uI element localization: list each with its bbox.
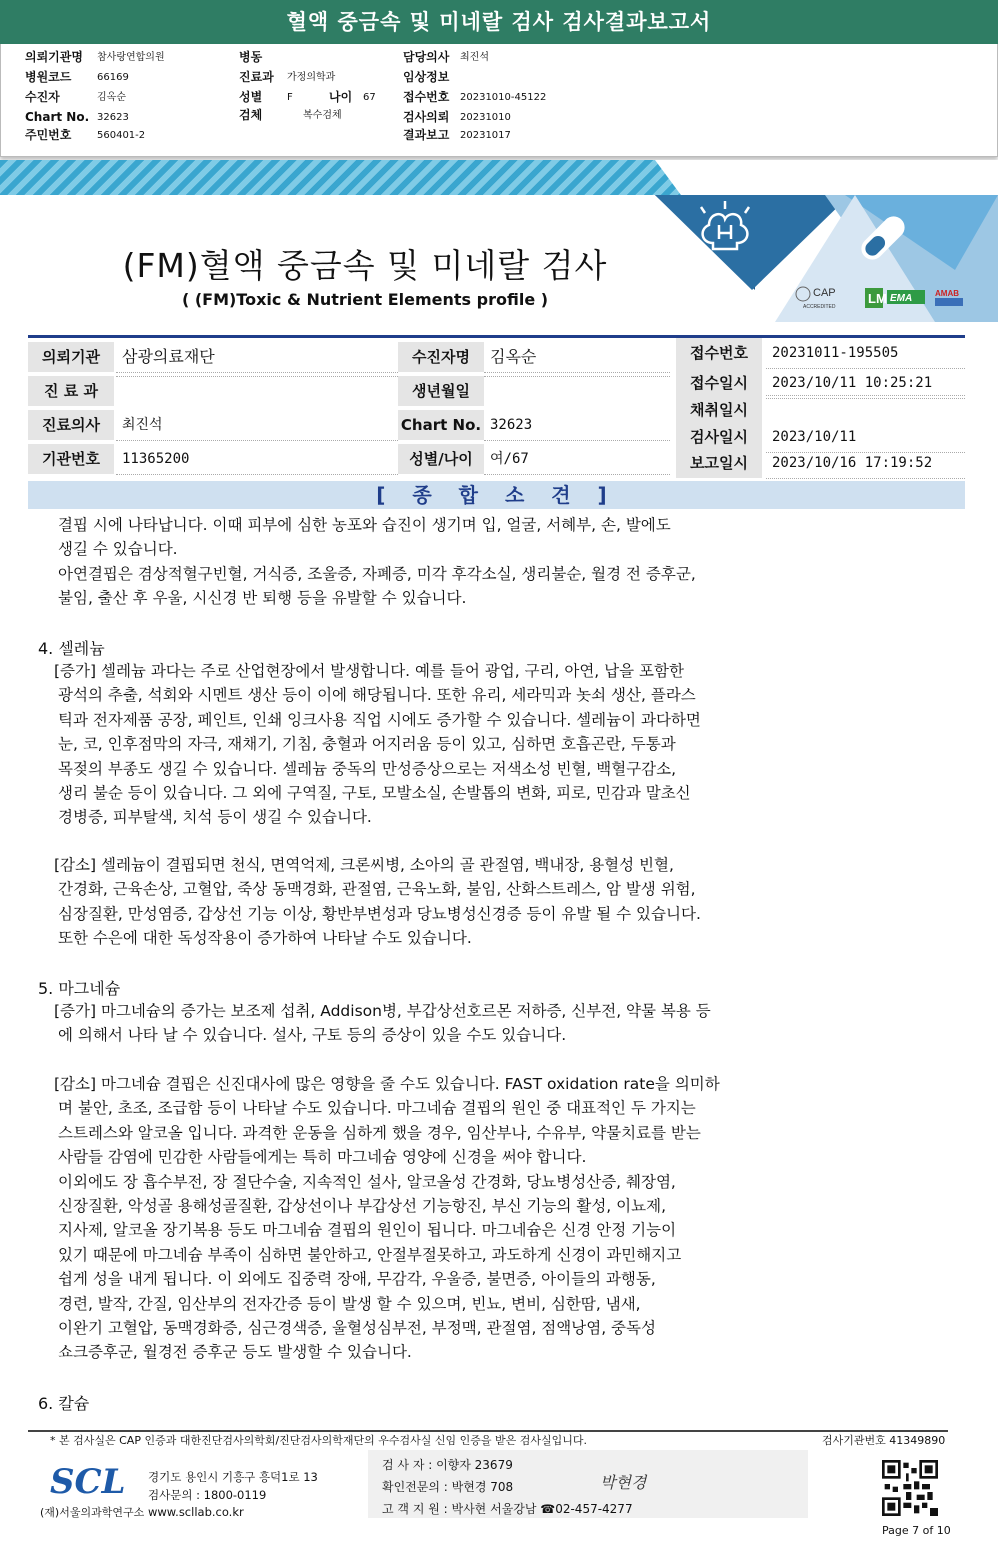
- text-line: 결핍 시에 나타납니다. 이때 피부에 심한 농포와 습진이 생기며 입, 얼굴, 서혜부, 손, 발에도: [58, 516, 671, 534]
- info-age-value: 67: [363, 92, 376, 103]
- text-line: 이외에도 장 흡수부전, 장 절단수술, 지속적인 설사, 알코올성 간경화, 당뇨병성산증, 췌장염,: [58, 1172, 676, 1191]
- text-line: 광석의 추출, 석회와 시멘트 생산 등이 이에 해당됩니다. 또한 유리, 세라믹과 놋쇠 생산, 플라스: [58, 686, 696, 705]
- customer-support: 고 객 지 원 : 박사현 서울강남 ☎02-457-4277: [382, 1502, 633, 1516]
- value-doctor: 최진석: [116, 410, 400, 441]
- text-line: 심장질환, 만성염증, 갑상선 기능 이상, 황반부변성과 당뇨병성신경증 등이 유발 될 수 있습니다.: [58, 904, 701, 923]
- svg-text:EMA: EMA: [890, 293, 913, 304]
- text-line: 지사제, 알코올 장기복용 등도 마그네슘 결핍의 원인이 됩니다. 마그네슘은 신경 안정 기능이: [58, 1221, 677, 1240]
- text-line: 쇼크증후군, 월경전 증후군 등도 발생할 수 있습니다.: [58, 1343, 412, 1362]
- text-line: 며 불안, 초조, 조급함 등이 나타날 수도 있습니다. 마그네슘 결핍의 원인 중 대표적인 두 가지는: [58, 1099, 696, 1118]
- info-requester: 의뢰기관명: [25, 50, 83, 64]
- text-line: 경련, 발작, 간질, 임산부의 전자간증 등이 발생 할 수 있으며, 빈뇨, 변비, 심한땀, 냄새,: [58, 1294, 641, 1313]
- section-title-calcium: 6. 칼슘: [38, 1394, 90, 1413]
- info-dept-value: 가정의학과: [287, 72, 336, 83]
- text-line: 불임, 출산 후 우울, 시신경 반 퇴행 등을 유발할 수 있습니다.: [58, 589, 467, 608]
- label-receipt-time: 접수일시: [676, 368, 762, 399]
- text-line: 있기 때문에 마그네슘 부족이 심하면 불안하고, 안절부절못하고, 과도하게 신경이 과민해지고: [58, 1245, 682, 1264]
- footer-staff-box: [368, 1450, 808, 1518]
- section-title-selenium: 4. 셀레늄: [38, 639, 105, 658]
- selenium-increase-paragraph: [54, 659, 701, 830]
- label-chart-no: Chart No.: [398, 410, 484, 441]
- website-link[interactable]: www.scllab.co.kr: [148, 1505, 244, 1519]
- qr-code-icon: [882, 1460, 938, 1516]
- label-birth-date: 생년월일: [398, 376, 484, 407]
- label-test-time: 검사일시: [676, 422, 762, 453]
- page-number: Page 7 of 10: [882, 1524, 951, 1537]
- info-chart: Chart No.: [25, 110, 90, 124]
- magnesium-decrease-paragraph: [54, 1072, 720, 1365]
- text-line: 쉽게 성을 내게 됩니다. 이 외에도 집중력 장애, 무감각, 우울증, 불면증, 아이들의 과행동,: [58, 1270, 656, 1289]
- text-line: 간경화, 근육손상, 고혈압, 죽상 동맥경화, 관절염, 근육노화, 불임, 산화스트레스, 암 발생 위험,: [58, 880, 696, 899]
- value-test-time: 2023/10/11: [766, 422, 965, 453]
- patient-info-table: [28, 335, 965, 476]
- text-line: 목젖의 부종도 생길 수 있습니다. 셀레늄 중독의 만성증상으로는 저색소성 빈혈, 백혈구감소,: [58, 759, 677, 778]
- info-ward: 병동: [239, 50, 263, 64]
- info-doctor-value: 최진석: [460, 52, 489, 63]
- info-patient-value: 김옥순: [97, 92, 126, 103]
- ema-logo: [887, 290, 925, 304]
- text-line: [증가] 마그네슘의 증가는 보조제 섭취, Addison병, 부갑상선호르몬 저하증, 신부전, 약물 복용 등: [54, 1002, 711, 1020]
- text-line: 스트레스와 알코올 입니다. 과격한 운동을 심하게 했을 경우, 임산부나, 수유부, 약물치료를 받는: [58, 1123, 701, 1142]
- svg-text:LM: LM: [868, 291, 887, 306]
- confirming-specialist: 확인전문의 : 박현경 708: [382, 1480, 514, 1494]
- info-chart-value: 32623: [97, 112, 129, 123]
- value-institution-no: 11365200: [116, 444, 400, 475]
- organization-name: (재)서울의과학연구소: [40, 1506, 145, 1519]
- agency-number: 검사기관번호 41349890: [822, 1434, 946, 1447]
- svg-text:CAP: CAP: [813, 287, 836, 299]
- text-line: 에 의해서 나타 날 수 있습니다. 설사, 구토 등의 증상이 있을 수도 있습니다.: [58, 1026, 567, 1045]
- text-line: 이완기 고혈압, 동맥경화증, 심근경색증, 울혈성심부전, 부정맥, 관절염, 점액낭염, 중독성: [58, 1319, 656, 1338]
- label-institution-no: 기관번호: [28, 444, 114, 475]
- examiner: 검 사 자 : 이향자 23679: [382, 1458, 513, 1472]
- info-requester-value: 참사랑연합의원: [97, 52, 165, 63]
- label-requesting-org: 의뢰기관: [28, 342, 114, 373]
- info-specimen-value: 복수검체: [303, 110, 342, 121]
- info-patient: 수진자: [25, 90, 60, 104]
- text-line: [증가] 셀레늄 과다는 주로 산업현장에서 발생합니다. 예를 들어 광업, 구리, 아연, 납을 포함한: [54, 662, 684, 680]
- value-collection-time: [766, 395, 965, 396]
- text-line: 신장질환, 악성골 용해성골질환, 갑상선이나 부갑상선 기능항진, 부신 기능의 활성, 이뇨제,: [58, 1197, 667, 1216]
- certification-note: * 본 검사실은 CAP 인증과 대한진단검사의학회/진단검사의학재단의 우수검사실 신임 인증을 받은 검사실입니다.: [50, 1434, 588, 1447]
- report-banner-title: 혈액 중금속 및 미네랄 검사 검사결과보고서: [0, 0, 998, 44]
- text-line: 아연결핍은 겸상적혈구빈혈, 거식증, 조울증, 자폐증, 미각 후각소실, 생리불순, 월경 전 증후군,: [58, 564, 696, 583]
- label-patient-name: 수진자명: [398, 342, 484, 373]
- value-requesting-org: 삼광의료재단: [116, 342, 400, 373]
- address: 경기도 용인시 기흥구 흥덕1로 13: [148, 1470, 318, 1484]
- text-line: 생길 수 있습니다.: [58, 540, 178, 559]
- info-sex: 성별: [239, 90, 263, 104]
- value-sex-age: 여/67: [484, 444, 670, 475]
- inquiry-phone: 검사문의 : 1800-0119: [148, 1488, 267, 1502]
- top-info-box: [0, 44, 998, 157]
- label-department: 진 료 과: [28, 376, 114, 407]
- info-request-date-value: 20231010: [460, 112, 511, 123]
- page-subtitle: ( (FM)Toxic & Nutrient Elements profile ): [181, 290, 549, 309]
- label-sex-age: 성별/나이: [398, 444, 484, 475]
- info-resident-no: 주민번호: [25, 128, 72, 142]
- text-line: 생리 불순 등이 있습니다. 그 외에 구역질, 구토, 모발소실, 손발톱의 변화, 피로, 민감과 말초신: [58, 784, 691, 803]
- text-line: 또한 수은에 대한 독성작용이 증가하여 나타날 수도 있습니다.: [58, 929, 472, 948]
- info-doctor: 담당의사: [403, 50, 450, 64]
- info-result-date: 결과보고: [403, 128, 450, 142]
- value-receipt-time: 2023/10/11 10:25:21: [766, 368, 965, 399]
- lm-logo: [865, 288, 887, 308]
- magnesium-increase-paragraph: [54, 999, 711, 1048]
- label-doctor: 진료의사: [28, 410, 114, 441]
- label-collection-time: 채취일시: [676, 395, 762, 426]
- info-request-date: 검사의뢰: [403, 110, 450, 124]
- value-patient-name: 김옥순: [484, 342, 670, 373]
- summary-header: [ 종 합 소 견 ]: [28, 481, 965, 509]
- scl-logo: SCL: [50, 1462, 126, 1502]
- signature: 박현경: [600, 1473, 647, 1492]
- value-department: [116, 376, 400, 377]
- text-line: 틱과 전자제품 공장, 페인트, 인쇄 잉크사용 직업 시에도 증가할 수 있습니다. 셀레늄이 과다하면: [58, 710, 701, 729]
- text-line: [감소] 셀레늄이 결핍되면 천식, 면역억제, 크론씨병, 소아의 골 관절염, 백내장, 용혈성 빈혈,: [54, 856, 674, 874]
- page-title: (FM)혈액 중금속 및 미네랄 검사: [122, 246, 608, 285]
- value-chart-no: 32623: [484, 410, 670, 441]
- info-hospital-code-value: 66169: [97, 72, 129, 83]
- amab-logo: [935, 289, 963, 306]
- info-receipt-no-value: 20231010-45122: [460, 92, 547, 103]
- info-clinical: 임상정보: [403, 70, 450, 84]
- info-resident-no-value: 560401-2: [97, 130, 146, 141]
- info-hospital-code: 병원코드: [25, 70, 72, 84]
- text-line: [감소] 마그네슘 결핍은 신진대사에 많은 영향을 줄 수도 있습니다. FAST oxidation rate을 의미하: [54, 1075, 720, 1093]
- value-report-time: 2023/10/16 17:19:52: [766, 448, 965, 479]
- label-receipt-no: 접수번호: [676, 338, 762, 369]
- info-dept: 진료과: [239, 70, 274, 84]
- text-line: 경병증, 피부탈색, 치석 등이 생길 수 있습니다.: [58, 808, 372, 827]
- info-age: 나이: [329, 90, 353, 104]
- info-specimen: 검체: [239, 108, 263, 122]
- svg-text:ACCREDITED: ACCREDITED: [803, 304, 836, 310]
- intro-paragraph: [58, 513, 696, 611]
- info-sex-value: F: [287, 92, 293, 103]
- info-result-date-value: 20231017: [460, 130, 511, 141]
- value-receipt-no: 20231011-195505: [766, 338, 965, 369]
- selenium-decrease-paragraph: [54, 853, 701, 951]
- text-line: 눈, 코, 인후점막의 자극, 재채기, 기침, 충혈과 어지러움 등이 있고, 심하면 호흡곤란, 두통과: [58, 735, 676, 754]
- info-receipt-no: 접수번호: [403, 90, 450, 104]
- svg-text:AMAB: AMAB: [935, 289, 959, 298]
- value-birth-date: [484, 376, 670, 377]
- label-report-time: 보고일시: [676, 448, 762, 479]
- text-line: 사람들 감염에 민감한 사람들에게는 특히 마그네슘 영양에 신경을 써야 합니다.: [58, 1148, 587, 1167]
- section-title-magnesium: 5. 마그네슘: [38, 979, 121, 998]
